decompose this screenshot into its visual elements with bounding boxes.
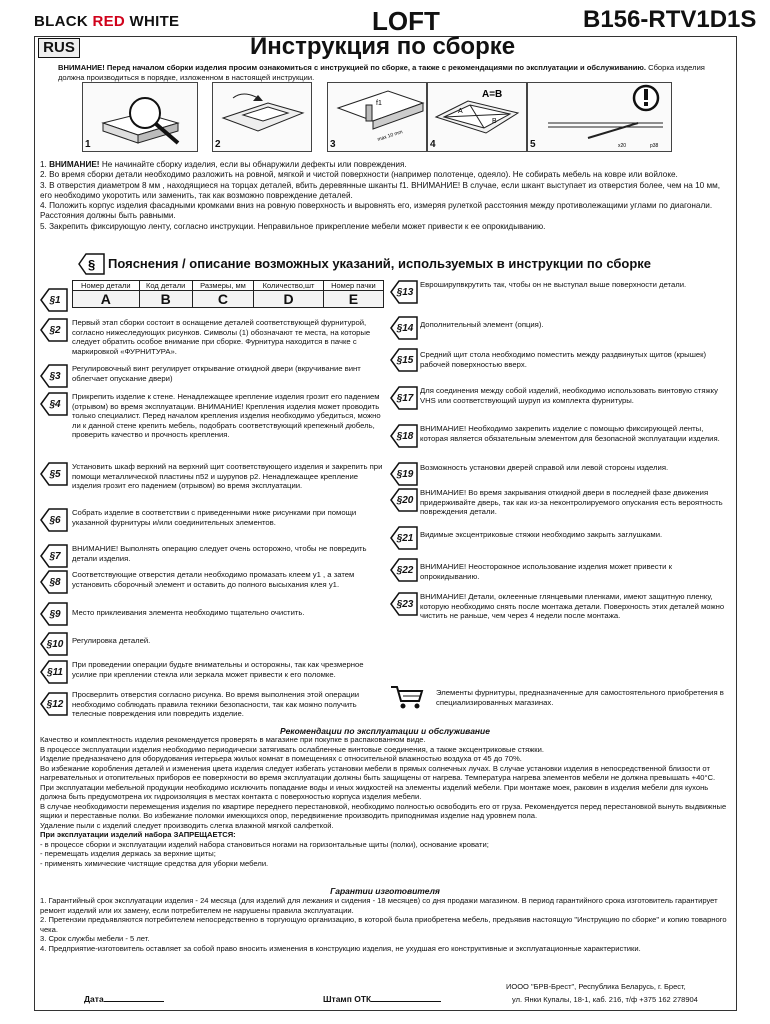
step-item: 3. В отверстия диаметром 8 мм , находящиеся на торцах деталей, вбить деревянные шканты f1. ВНИМАНИЕ! В случае, если шкант выступает из отверстия более, чем на 10 мм, его необходимо укоротить или заменить, так как возможно повреждение деталей. — [40, 180, 721, 200]
symbol-6-icon: §6 — [40, 508, 68, 532]
rec-paragraph: - перемещать изделия держась за верхние щиты; — [40, 849, 216, 858]
illustration-2 — [212, 82, 312, 152]
diagonal-measure-icon — [428, 83, 526, 151]
max-length-label: max 10 mm — [376, 129, 404, 143]
symbol-14-text: Дополнительный элемент (опция). — [420, 320, 544, 329]
shopping-cart-icon — [390, 684, 418, 708]
language-badge: RUS — [38, 38, 80, 58]
guarantee-title: Гарантии изготовителя — [330, 886, 440, 896]
symbol-1-icon: §1 — [40, 288, 68, 312]
symbol-2-text: Первый этап сборки состоит в оснащение деталей соответствующей фурнитурой, согласно нижеследующих рисунков. Символы (1) обозначают те места, на которые следует обратить особое внимание при сборке. Фурнитура находится в пачке с маркировкой «ФУРНИТУРА». — [72, 318, 371, 356]
table-letter: A — [73, 291, 140, 308]
brand-red: RED — [92, 13, 126, 30]
table-header: Код детали — [139, 281, 192, 291]
diag-b-label: B — [492, 118, 497, 125]
inspect-icon — [83, 83, 197, 151]
qty-label: x20 — [618, 143, 627, 149]
symbol-13-text: Евроширупвкрутить так, чтобы он не выступал выше поверхности детали. — [420, 280, 687, 289]
table-letter: B — [139, 291, 192, 308]
symbol-21-icon: §21 — [390, 526, 418, 550]
symbol-13-icon: §13 — [390, 280, 418, 304]
symbol-22-icon: §22 — [390, 558, 418, 582]
rec-paragraph: Изделие предназначено для оборудования интерьера жилых комнат в помещениях с относительной влажностью воздуха от 45 до 70%. — [40, 754, 522, 763]
symbol-6-text: Собрать изделие в соответствии с приведенными ниже рисунками при помощи указанной фурнитуры и/или соединительных элементов. — [72, 508, 357, 527]
illustration-5 — [527, 82, 672, 152]
rec-paragraph: При эксплуатации изделий набора ЗАПРЕЩАЕТСЯ: — [40, 830, 236, 839]
symbol-3-text: Регулировочный винт регулирует открывание откидной двери (вкручивание винт облегчает опускание двери) — [72, 364, 361, 383]
symbol-20-text: ВНИМАНИЕ! Во время закрывания откидной двери в последней фазе движения придерживайте дверь, так как из-за неконтролируемого опускания есть вероятность повреждения детали. — [420, 488, 723, 517]
guarantee-item: 2. Претензии предъявляются потребителем непосредственно в торгующую организацию, в которой была приобретена мебель, предъявив настоящую "Инструкцию по сборке" и копию товарного чека. — [40, 915, 727, 934]
symbol-8-text: Соответствующие отверстия детали необходимо промазать клеем у1 , а затем установить сборочный элемент и оставить до полного высыхания клея у1. — [72, 570, 355, 589]
illustration-label: 2 — [215, 139, 221, 150]
model-name: LOFT — [372, 6, 440, 36]
symbol-10-icon: §10 — [40, 632, 68, 656]
assembly-illustrations — [82, 82, 672, 152]
brand-logo — [34, 13, 179, 30]
symbol-2-icon: §2 — [40, 318, 68, 342]
symbol-11-icon: §11 — [40, 660, 68, 684]
rec-paragraph: Во избежание коробления деталей и изменения цвета изделия следует избегать установки мебели в прямых солнечных лучах. В случае установки изделия в непосредственной близости от нагревательных и отопительных приборов ее поверхности во время эксплуатации должны быть защищены от нагрева. Температура нагрева элементов мебели не должна превышать +40°С. — [40, 763, 716, 782]
assembly-steps — [40, 160, 730, 232]
symbol-18-icon: §18 — [390, 424, 418, 448]
symbol-19-icon: §19 — [390, 462, 418, 486]
symbol-12-icon: §12 — [40, 692, 68, 716]
symbol-9-icon: §9 — [40, 602, 68, 626]
illustration-label: 3 — [330, 139, 336, 150]
intro-text — [58, 63, 728, 83]
section-header — [78, 253, 668, 275]
illustration-label: 5 — [530, 139, 536, 150]
guarantee-item: 4. Предприятие-изготовитель оставляет за собой право вносить изменения в конструкцию изделия, не ухудшая его конструктивные и эксплуатационные характеристики. — [40, 943, 641, 953]
symbol-11-text: При проведении операции будьте внимательны и осторожны, так как чрезмерное усилие при креплении стекла или зеркала может привести к его поломке. — [72, 660, 364, 679]
illustration-4 — [427, 82, 527, 152]
table-header: Количество,шт — [254, 281, 324, 291]
rec-paragraph: В случае необходимости перемещения изделия по квартире переднего перестановкой, необходимо полностью освободить его от груза. Рекомендуется перед перестановкой вынуть выдвижные ящики и переставные полки. Во избежание поломки имеющихся опор, передвижение производить приподнимая изделие над уровнем пола. — [40, 801, 727, 820]
date-field[interactable]: Дата — [84, 994, 164, 1004]
symbol-12-text: Просверлить отверстия согласно рисунка. Во время выполнения этой операции необходимо соблюдать правила техники безопасности, так как можно получить телесные повреждения или повредить изделие. — [72, 690, 360, 719]
illustration-label: 1 — [85, 139, 91, 150]
symbol-19-text: Возможность установки дверей справой или левой стороны изделия. — [420, 463, 669, 472]
brand-black: BLACK — [34, 13, 93, 30]
symbol-10-text: Регулировка деталей. — [72, 636, 151, 645]
symbol-23-text: ВНИМАНИЕ! Детали, оклеенные глянцевыми пленками, имеют защитную пленку, которую необходимо снять после монтажа детали. Поверхность этих деталей можно чистить не раньше, чем через 4 недели после монтажа. — [420, 592, 725, 621]
symbol-22-text: ВНИМАНИЕ! Неосторожное использование изделия может привести к опрокидыванию. — [420, 562, 672, 581]
rec-paragraph: При эксплуатации мебельной продукции необходимо исключить попадание воды и иных жидкостей на элементы изделий мебели. При монтаже моек, раковин в изделия мебели для кухонь должна быть предусмотрена их гидроизоляция в местах контакта с поверхностью корпуса изделия мебели. — [40, 782, 709, 801]
wall-fix-icon — [528, 83, 671, 151]
part-label: p38 — [650, 143, 659, 149]
symbol-7-icon: §7 — [40, 544, 68, 568]
dowel-label: f1 — [376, 100, 382, 107]
symbol-3-icon: §3 — [40, 364, 68, 388]
step-item: 5. Закрепить фиксирующую ленту, согласно инструкции. Неправильное прикрепление мебели может привести к ее опрокидыванию. — [40, 221, 546, 231]
paragraph-sign-icon — [78, 253, 106, 275]
dowel-icon — [328, 83, 426, 151]
svg-text:§: § — [88, 257, 96, 272]
rec-paragraph: Качество и комплектность изделия рекомендуется проверять в магазине при покупке в распакованном виде. — [40, 735, 426, 744]
guarantee-item: 1. Гарантийный срок эксплуатации изделия - 24 месяца (для изделий для лежания и сидения - 18 месяцев) со дня продажи магазином. В период гарантийного срока изготовитель гарантирует ремонт изделий или их замену, если потребителем не нарушены правила эксплуатации. — [40, 896, 718, 915]
intro-rest: Сборка изделия должна производиться в порядке, изложенном в настоящей инструкции. — [58, 63, 705, 82]
symbol-4-text: Прикрепить изделие к стене. Ненадлежащее крепление изделия грозит его падением (отрывом) во время эксплуатации. ВНИМАНИЕ! Крепления изделия может проводить только специалист. Перед началом крепления изделия необходимо убедиться, можно ли к данной стене крепить мебель, подобрать соответствующий крепежный дюбель, проверить качество и прочность крепления. — [72, 392, 381, 440]
symbol-23-icon: §23 — [390, 592, 418, 616]
step-item: 1. ВНИМАНИЕ! Не начинайте сборку изделия, если вы обнаружили дефекты или повреждения. — [40, 160, 407, 169]
symbol-15-text: Средний щит стола необходимо поместить между раздвинутых щитов (крышек) рабочей поверхностью вверх. — [420, 350, 707, 369]
symbol-15-icon: §15 — [390, 348, 418, 372]
table-header: Номер пачки — [323, 281, 383, 291]
step-item: 4. Положить корпус изделия фасадными кромками вниз на ровную поверхность и выровнять его, измеряя рулеткой расстояния между противолежащими углами по диагонали. Расстояния должны быть равными. — [40, 201, 713, 221]
rec-paragraph: - в процессе сборки и эксплуатации изделий набора становиться ногами на горизонтальные щиты (полки), основание кровати; — [40, 839, 489, 849]
table-header: Номер детали — [73, 281, 140, 291]
symbol-17-text: Для соединения между собой изделий, необходимо использовать винтовую стяжку VHS или соответствующий шуруп из комплекта фурнитуры. — [420, 386, 718, 405]
symbol-18-text: ВНИМАНИЕ! Необходимо закрепить изделие с помощью фиксирующей ленты, которая является обязательным элементом для безопасной эксплуатации изделия. — [420, 424, 720, 443]
model-code: B156-RTV1D1S — [583, 6, 757, 33]
ab-equal-label: A=B — [482, 89, 503, 100]
table-letter: C — [192, 291, 254, 308]
symbol-9-text: Место приклеивания элемента необходимо тщательно очистить. — [72, 608, 305, 617]
symbol-20-icon: §20 — [390, 488, 418, 512]
symbol-21-text: Видимые эксцентриковые стяжки необходимо закрыть заглушками. — [420, 530, 663, 539]
rec-paragraph: В процессе эксплуатации изделия необходимо периодически затягивать ослабленные винтовые соединения, а также эксцентриковые стяжки. — [40, 744, 544, 754]
stamp-field[interactable]: Штамп ОТК — [323, 994, 441, 1004]
intro-warning: ВНИМАНИЕ! Перед началом сборки изделия просим ознакомиться с инструкцией по сборке, а также с рекомендациями по эксплуатации и обслуживанию. — [58, 63, 646, 72]
illustration-3 — [327, 82, 427, 152]
company-name: ИООО "БРВ-Брест", Республика Беларусь, г. Брест, — [506, 982, 686, 991]
rec-paragraph: Удаление пыли с изделий следует производить слегка влажной мягкой салфеткой. — [40, 820, 334, 830]
symbol-5-icon: §5 — [40, 462, 68, 486]
symbol-7-text: ВНИМАНИЕ! Выполнять операцию следует очень осторожно, чтобы не повредить детали изделия. — [72, 544, 367, 563]
rec-paragraph: - применять химические чистящие средства для уборки мебели. — [40, 858, 269, 868]
guarantee-text — [40, 896, 730, 953]
legend-table — [72, 280, 384, 308]
recommendations-title: Рекомендации по эксплуатации и обслуживание — [280, 726, 490, 736]
table-letter: E — [323, 291, 383, 308]
soft-surface-icon — [213, 83, 311, 151]
company-address: ул. Янки Купалы, 18-1, каб. 216, т/ф +375 162 278904 — [512, 995, 698, 1004]
guarantee-item: 3. Срок службы мебели - 5 лет. — [40, 934, 150, 943]
recommendations-text — [40, 735, 730, 868]
brand-white: WHITE — [125, 13, 180, 30]
symbol-14-icon: §14 — [390, 316, 418, 340]
symbol-17-icon: §17 — [390, 386, 418, 410]
diag-a-label: A — [458, 108, 463, 115]
symbol-4-icon: §4 — [40, 392, 68, 416]
step-item: 2. Во время сборки детали необходимо разложить на ровной, мягкой и чистой поверхности (например полотенце, одеяло). Не собирать мебель на ковре или войлоке. — [40, 170, 678, 180]
section-title: Пояснения / описание возможных указаний, используемых в инструкции по сборке — [108, 256, 652, 271]
illustration-label: 4 — [430, 139, 436, 150]
table-letter: D — [254, 291, 324, 308]
symbol-cart-text: Элементы фурнитуры, предназначенные для самостоятельного приобретения в специализированных магазинах. — [436, 688, 724, 707]
illustration-1 — [82, 82, 198, 152]
symbol-8-icon: §8 — [40, 570, 68, 594]
symbol-5-text: Установить шкаф верхний на верхний щит соответствующего изделия и закрепить при помощи металлической пластины п52 и шурупов р2. Ненадлежащее крепление изделия грозит его падением (отрывом) во время эксплуатации. — [72, 462, 383, 491]
page-title: Инструкция по сборке — [250, 33, 516, 60]
table-header: Размеры, мм — [192, 281, 254, 291]
